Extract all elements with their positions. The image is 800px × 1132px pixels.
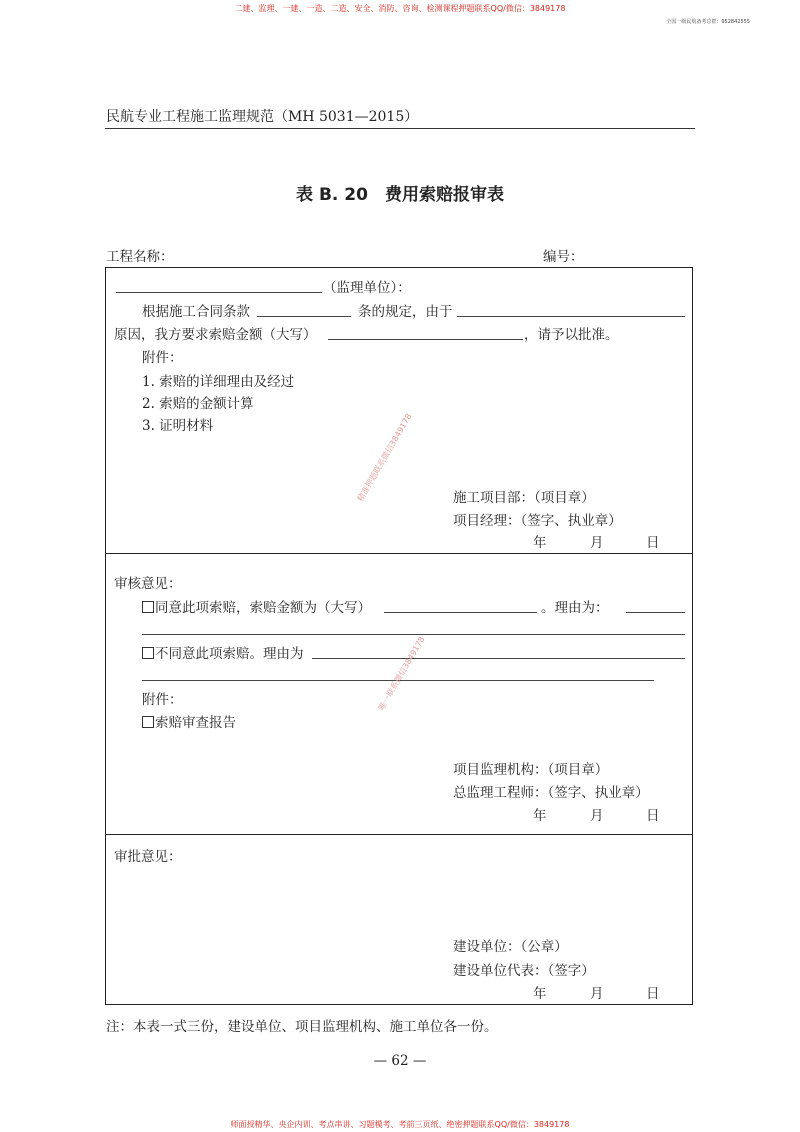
clause-text-a: 根据施工合同条款 [142, 304, 250, 320]
section-divider-2 [105, 834, 693, 835]
bottom-banner: 师面授精华、央企内训、考点串讲、习题模考、考前三页纸、绝密押题联系QQ/微信：3849178 [230, 1120, 570, 1129]
number-label: 编号： [543, 249, 584, 265]
contractor-dept-label: 施工项目部：（项目章） [453, 490, 595, 506]
table-title: 表 B. 20 费用索赔报审表 [296, 185, 504, 205]
disagree-reason-blank [312, 658, 685, 659]
top-right-note: 全国一级民航备考总群：952842555 [666, 19, 750, 25]
date-year: 年 [533, 535, 547, 551]
header-rule [105, 128, 695, 129]
reason-blank [457, 316, 685, 317]
disagree-text: 不同意此项索赔。理由为 [155, 646, 304, 662]
running-header: 民航专业工程施工监理规范（MH 5031—2015） [106, 109, 419, 125]
attachment-item: 3. 证明材料 [142, 418, 214, 434]
top-banner: 二建、监理、一建、一造、二造、安全、消防、咨询、检测课程押题联系QQ/微信：3849178 [234, 4, 566, 13]
disagree-option [142, 642, 304, 662]
form-note: 注：本表一式三份，建设单位、项目监理机构、施工单位各一份。 [106, 1019, 498, 1035]
clause-text-b: 条的规定，由于 [358, 304, 453, 320]
date-day: 日 [646, 535, 660, 551]
supervision-org-label: 项目监理机构：（项目章） [453, 762, 609, 778]
agree-text: 同意此项索赔，索赔金额为（大写） [155, 600, 371, 616]
review-attachments-label: 附件： [142, 692, 183, 708]
review-report-text: 索赔审查报告 [155, 715, 236, 731]
date-month: 月 [590, 808, 604, 824]
chief-engineer-label: 总监理工程师：（签字、执业章） [453, 785, 649, 801]
agree-reason-label: 。理由为： [541, 600, 609, 616]
agree-reason-blank [626, 612, 685, 613]
approved-amount-blank [384, 612, 537, 613]
supervision-unit-blank [116, 292, 322, 293]
review-report-checkbox[interactable] [142, 716, 154, 728]
claim-amount-text-b: ，请予以批准。 [524, 327, 619, 343]
claim-amount-blank [328, 339, 523, 340]
approval-opinion-label: 审批意见： [114, 849, 182, 865]
watermark: 精准押题联系微信3849178 [355, 412, 414, 503]
agree-reason-line [142, 634, 685, 635]
disagree-checkbox[interactable] [142, 647, 154, 659]
attachments-label: 附件： [142, 350, 183, 366]
review-report-option [142, 711, 236, 731]
date-year: 年 [533, 808, 547, 824]
agree-checkbox[interactable] [142, 601, 154, 613]
clause-number-blank [257, 316, 351, 317]
attachment-item: 2. 索赔的金额计算 [142, 396, 254, 412]
owner-representative-label: 建设单位代表：（签字） [453, 963, 595, 979]
date-day: 日 [646, 808, 660, 824]
agree-option [142, 596, 371, 616]
attachment-item: 1. 索赔的详细理由及经过 [142, 374, 295, 390]
review-opinion-label: 审核意见： [114, 576, 182, 592]
page-number: — 62 — [373, 1053, 427, 1069]
claim-amount-text-a: 原因，我方要求索赔金额（大写） [114, 327, 317, 343]
date-year: 年 [533, 986, 547, 1002]
watermark: 唯一联系微信3849178 [376, 635, 427, 712]
date-day: 日 [646, 986, 660, 1002]
section-divider-1 [105, 553, 693, 554]
project-name-label: 工程名称： [106, 249, 174, 265]
date-month: 月 [590, 535, 604, 551]
date-month: 月 [590, 986, 604, 1002]
project-manager-label: 项目经理：（签字、执业章） [453, 513, 622, 529]
addressee-suffix: （监理单位）： [323, 280, 411, 296]
owner-unit-label: 建设单位：（公章） [453, 939, 568, 955]
